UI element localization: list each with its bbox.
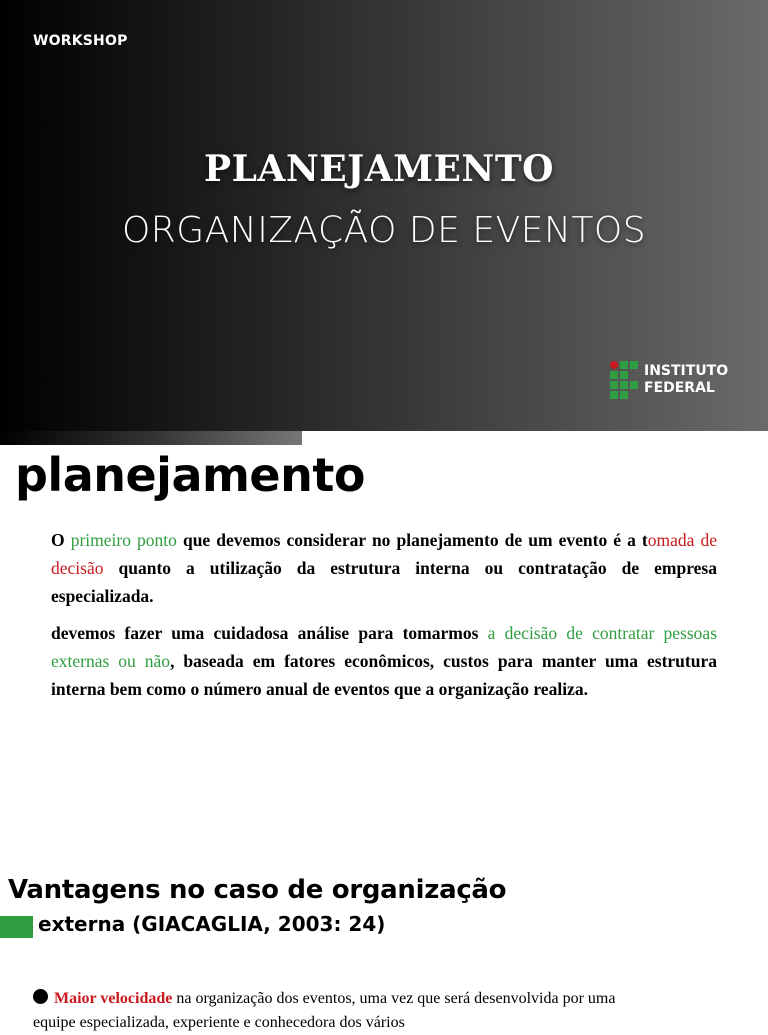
advantage-bullet-1	[33, 987, 653, 1035]
section-title: planejamento	[15, 448, 365, 502]
text: que devemos considerar no planejamento de um evento é a t	[176, 530, 648, 550]
text: devemos fazer uma cuidadosa análise para tomarmos	[51, 623, 488, 643]
highlight-speed: Maior velocidade	[54, 990, 173, 1007]
workshop-tag: WORKSHOP	[33, 33, 128, 49]
highlight-external-decision: a decisão de contratar pessoas externas ou não	[51, 623, 717, 671]
page-title: PLANEJAMENTO	[204, 148, 554, 190]
page-subtitle: ORGANIZAÇÃO DE EVENTOS	[121, 210, 647, 251]
logo-text	[644, 363, 728, 397]
hero-banner	[0, 0, 768, 431]
text: O	[51, 530, 71, 550]
bullet-text: na organização dos eventos, uma vez que será desenvolvida por uma equipe especializada, experiente e conhecedora dos vários	[33, 990, 616, 1031]
instituto-federal-logo	[610, 361, 740, 401]
paragraph-1	[51, 526, 717, 610]
green-accent-block	[0, 916, 33, 938]
advantages-title: Vantagens no caso de organização	[8, 875, 507, 905]
gradient-divider	[0, 431, 302, 445]
text: , baseada em fatores econômicos, custos para manter uma estrutura interna bem como o número anual de eventos que a organização realiza.	[51, 651, 717, 699]
logo-line2: FEDERAL	[644, 380, 715, 396]
instituto-federal-logo-icon	[610, 361, 638, 401]
text: quanto a utilização da estrutura interna ou contratação de empresa especializada.	[51, 558, 717, 606]
logo-line1: INSTITUTO	[644, 363, 729, 379]
advantages-subtitle: externa (GIACAGLIA, 2003: 24)	[38, 912, 386, 936]
bullet-dot-icon	[33, 989, 48, 1004]
paragraph-2	[51, 619, 717, 703]
highlight-decision: omada de decisão	[51, 530, 717, 578]
highlight-first-point: primeiro ponto	[70, 530, 177, 550]
